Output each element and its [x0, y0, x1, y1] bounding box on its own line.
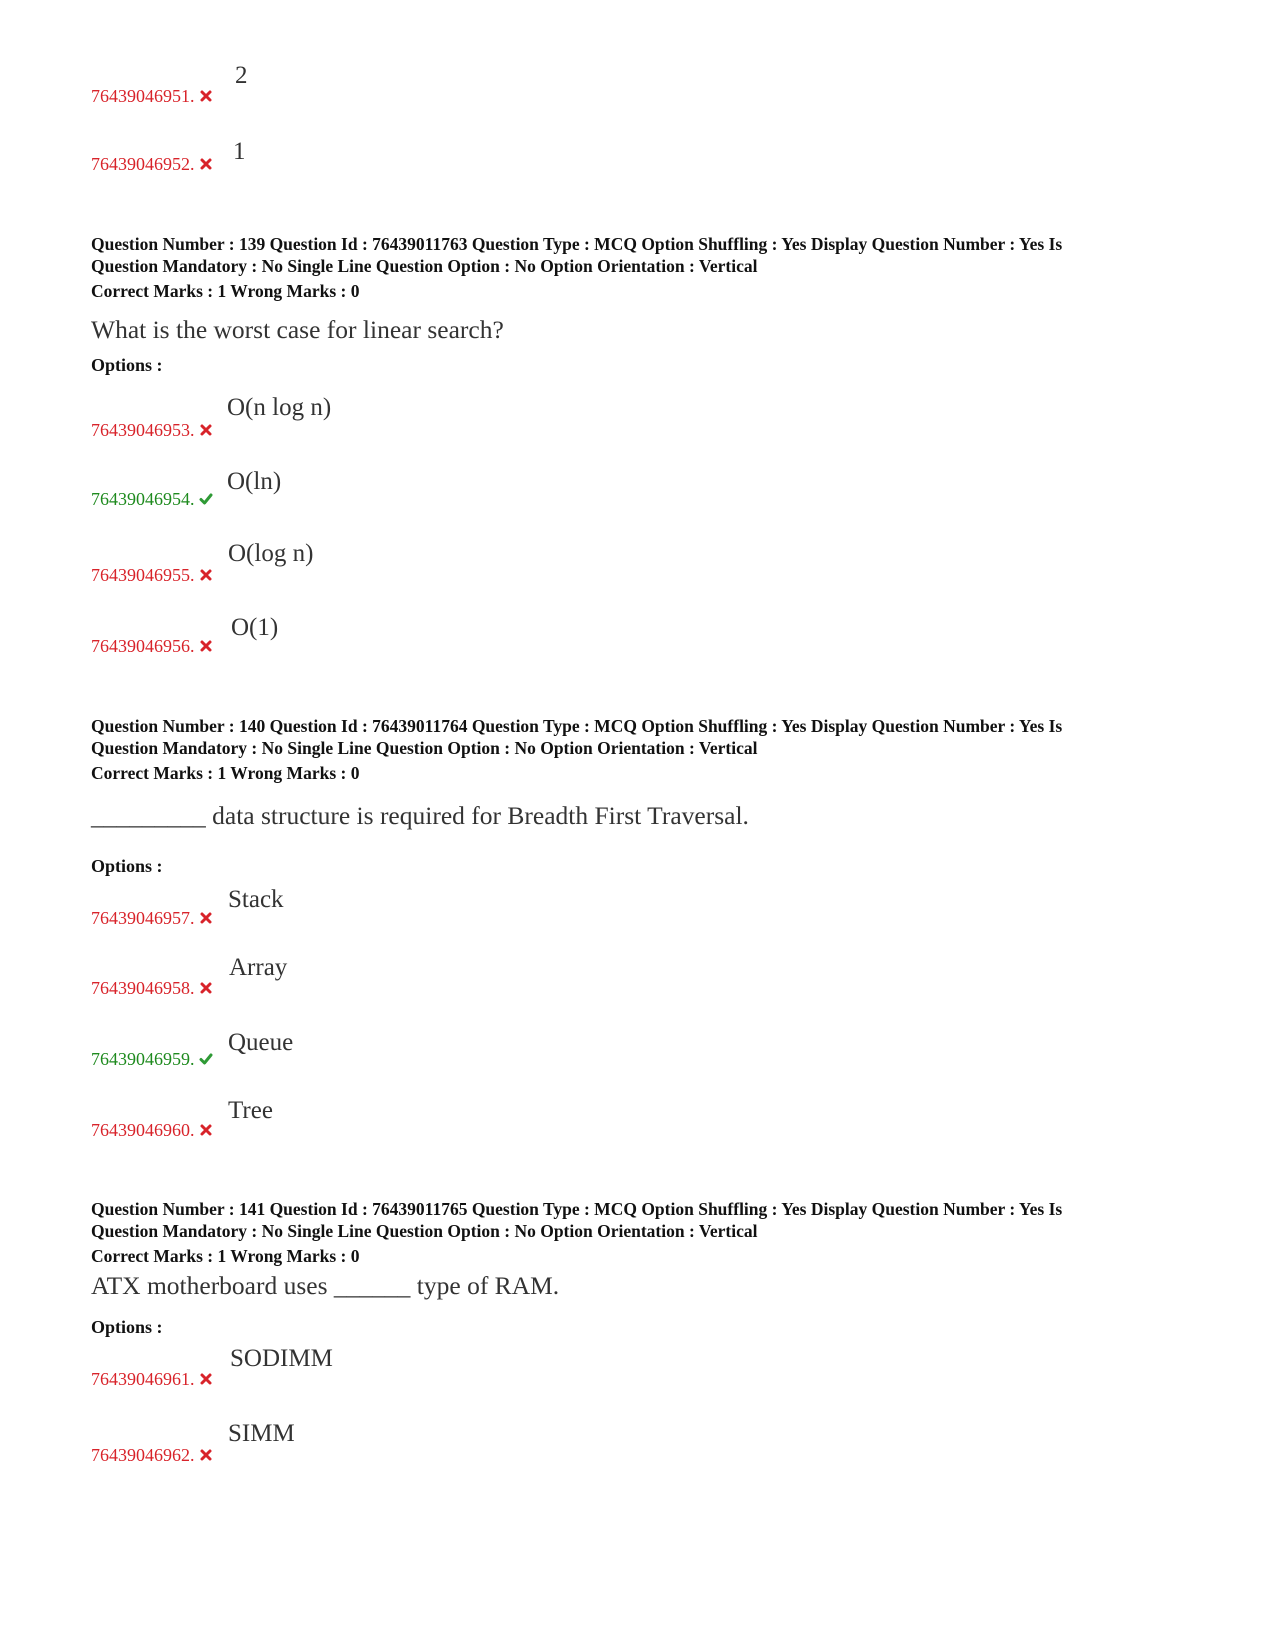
option-row [91, 86, 213, 107]
option-text: Queue [228, 1029, 294, 1056]
option-text: Tree [228, 1097, 273, 1124]
cross-icon [199, 981, 213, 995]
cross-icon [199, 1372, 213, 1386]
option-text: Stack [228, 886, 284, 913]
option-row [91, 154, 213, 175]
options-label: Options : [91, 355, 163, 375]
option-row [91, 420, 213, 441]
option-id: 76439046951. [91, 86, 195, 106]
option-id: 76439046960. [91, 1120, 195, 1140]
cross-icon [199, 639, 213, 653]
option-row [91, 636, 213, 657]
option-id: 76439046956. [91, 636, 195, 656]
question-text: ATX motherboard uses ______ type of RAM. [91, 1271, 560, 1300]
question-meta-line: Question Number : 140 Question Id : 76439011764 Question Type : MCQ Option Shuffling : Yes Display Question Number : Yes Is [91, 716, 1063, 736]
option-text: O(1) [231, 614, 279, 641]
option-id: 76439046961. [91, 1369, 195, 1389]
options-label: Options : [91, 1317, 163, 1337]
question-text: _________ data structure is required for Breadth First Traversal. [91, 801, 749, 830]
option-text: SIMM [228, 1420, 295, 1447]
option-text: 1 [233, 138, 246, 165]
option-id: 76439046962. [91, 1445, 195, 1465]
check-icon [199, 492, 213, 506]
option-row [91, 1049, 213, 1070]
question-meta [91, 233, 1191, 277]
option-text: O(ln) [227, 468, 282, 495]
options-label: Options : [91, 856, 163, 876]
question-meta-line: Question Mandatory : No Single Line Question Option : No Option Orientation : Vertical [91, 738, 758, 758]
option-id: 76439046954. [91, 489, 195, 509]
option-row [91, 565, 213, 586]
option-id: 76439046955. [91, 565, 195, 585]
option-row [91, 1369, 213, 1390]
option-id: 76439046953. [91, 420, 195, 440]
question-meta-line: Question Mandatory : No Single Line Question Option : No Option Orientation : Vertical [91, 1221, 758, 1241]
cross-icon [199, 1448, 213, 1462]
option-id: 76439046958. [91, 978, 195, 998]
option-row [91, 489, 213, 510]
cross-icon [199, 1123, 213, 1137]
option-text: O(n log n) [227, 394, 332, 421]
question-text: What is the worst case for linear search? [91, 315, 504, 344]
option-row [91, 978, 213, 999]
option-text: SODIMM [230, 1345, 333, 1372]
cross-icon [199, 157, 213, 171]
option-row [91, 1120, 213, 1141]
check-icon [199, 1052, 213, 1066]
option-id: 76439046959. [91, 1049, 195, 1069]
option-text: O(log n) [228, 540, 314, 567]
question-meta-line: Question Number : 141 Question Id : 76439011765 Question Type : MCQ Option Shuffling : Yes Display Question Number : Yes Is [91, 1199, 1063, 1219]
cross-icon [199, 89, 213, 103]
option-id: 76439046957. [91, 908, 195, 928]
question-meta-line: Question Number : 139 Question Id : 76439011763 Question Type : MCQ Option Shuffling : Yes Display Question Number : Yes Is [91, 234, 1063, 254]
question-marks: Correct Marks : 1 Wrong Marks : 0 [91, 281, 360, 301]
question-marks: Correct Marks : 1 Wrong Marks : 0 [91, 763, 360, 783]
cross-icon [199, 568, 213, 582]
cross-icon [199, 911, 213, 925]
question-marks: Correct Marks : 1 Wrong Marks : 0 [91, 1246, 360, 1266]
question-meta [91, 715, 1191, 759]
option-id: 76439046952. [91, 154, 195, 174]
question-meta-line: Question Mandatory : No Single Line Question Option : No Option Orientation : Vertical [91, 256, 758, 276]
option-row [91, 908, 213, 929]
option-row [91, 1445, 213, 1466]
question-meta [91, 1198, 1191, 1242]
cross-icon [199, 423, 213, 437]
option-text: Array [229, 954, 288, 981]
option-text: 2 [235, 62, 248, 89]
